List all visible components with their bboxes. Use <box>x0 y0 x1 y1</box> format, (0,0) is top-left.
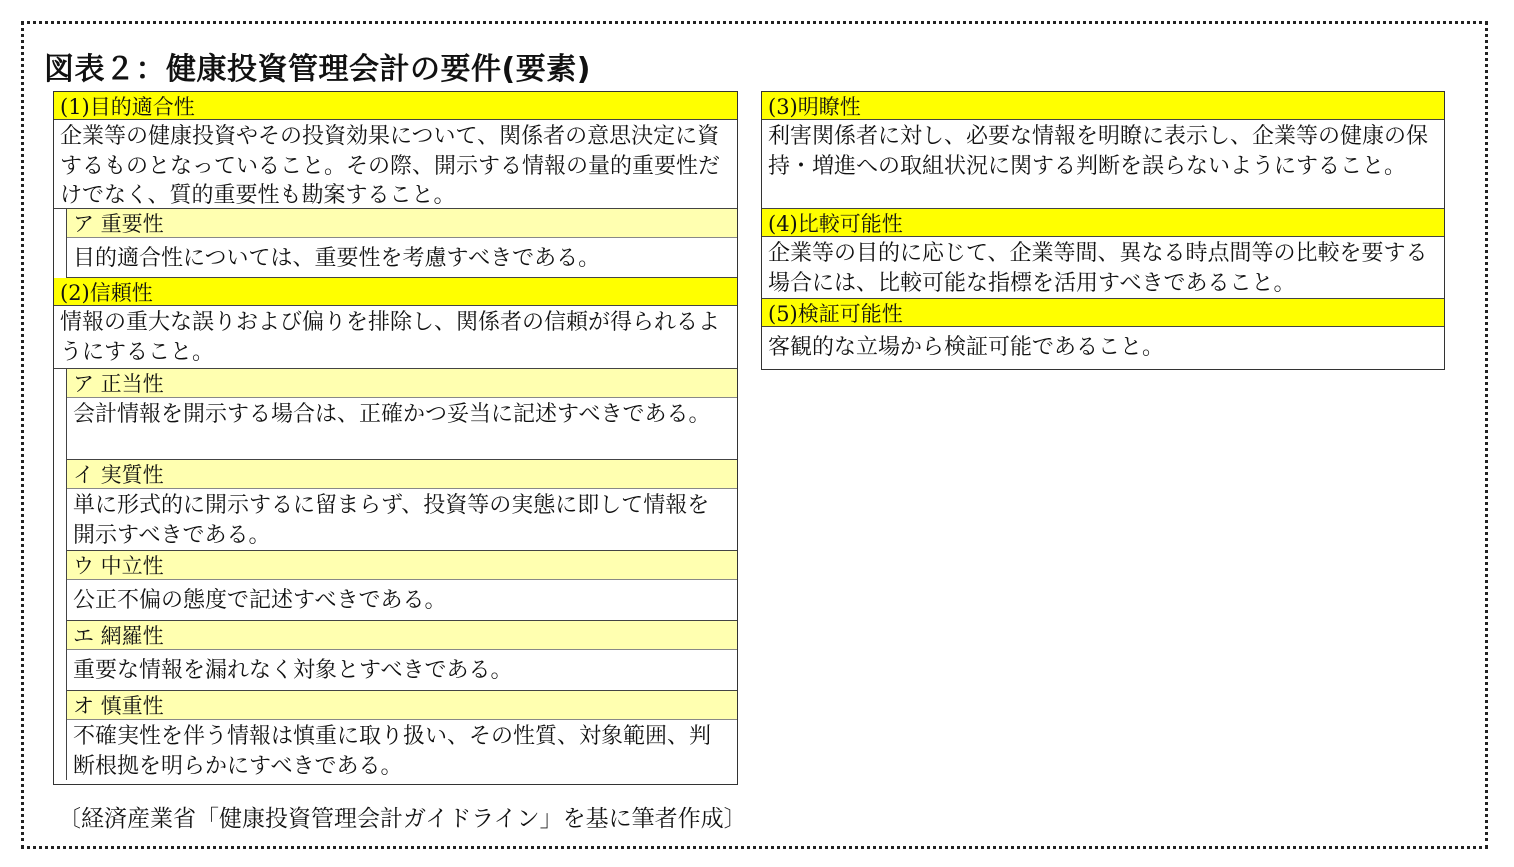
sub-completeness-header: エ 網羅性 <box>67 621 737 650</box>
figure-title: 図表２：健康投資管理会計の要件(要素) <box>44 52 591 87</box>
sub-validity-body: 会計情報を開示する場合は、正確かつ妥当に記述すべきである。 <box>67 398 737 460</box>
section-clarity-header: (3)明瞭性 <box>762 92 1444 120</box>
sub-materiality <box>66 209 737 278</box>
right-column <box>761 91 1445 370</box>
sub-prudence-body: 不確実性を伴う情報は慎重に取り扱い、その性質、対象範囲、判断根拠を明らかにすべきである。 <box>73 724 712 779</box>
section-relevance-body: 企業等の健康投資やその投資効果について、関係者の意思決定に資するものとなっていること。その際、開示する情報の量的重要性だけでなく、質的重要性も勘案すること。 <box>54 120 737 209</box>
sub-reliability-items <box>66 369 737 780</box>
section-comparability-body: 企業等の目的に応じて、企業等間、異なる時点間等の比較を要する場合には、比較可能な指標を活用すべきであること。 <box>762 237 1444 299</box>
sub-neutrality-header: ウ 中立性 <box>67 551 737 580</box>
section-verifiability-body: 客観的な立場から検証可能であること。 <box>768 335 1165 360</box>
sub-substance-header: イ 実質性 <box>67 460 737 489</box>
left-column <box>53 91 738 785</box>
sub-prudence-header: オ 慎重性 <box>67 691 737 720</box>
sub-substance-body: 単に形式的に開示するに留まらず、投資等の実態に即して情報を開示すべきである。 <box>67 489 737 551</box>
section-verifiability-header: (5)検証可能性 <box>762 299 1444 327</box>
sub-materiality-body: 目的適合性については、重要性を考慮すべきである。 <box>67 238 737 278</box>
sub-materiality-header: ア 重要性 <box>67 209 737 238</box>
sub-neutrality-body: 公正不偏の態度で記述すべきである。 <box>67 580 737 621</box>
section-clarity-body: 利害関係者に対し、必要な情報を明瞭に表示し、企業等の健康の保持・増進への取組状況に関する判断を誤らないようにすること。 <box>762 120 1444 209</box>
source-note: 〔経済産業省「健康投資管理会計ガイドライン」を基に筆者作成〕 <box>58 806 747 832</box>
sub-validity-header: ア 正当性 <box>67 369 737 398</box>
section-relevance-header: (1)目的適合性 <box>54 92 737 120</box>
sub-completeness-body: 重要な情報を漏れなく対象とすべきである。 <box>67 650 737 691</box>
section-reliability-body: 情報の重大な誤りおよび偏りを排除し、関係者の信頼が得られるようにすること。 <box>54 306 737 369</box>
section-comparability-header: (4)比較可能性 <box>762 209 1444 237</box>
section-reliability-header: (2)信頼性 <box>54 278 737 306</box>
